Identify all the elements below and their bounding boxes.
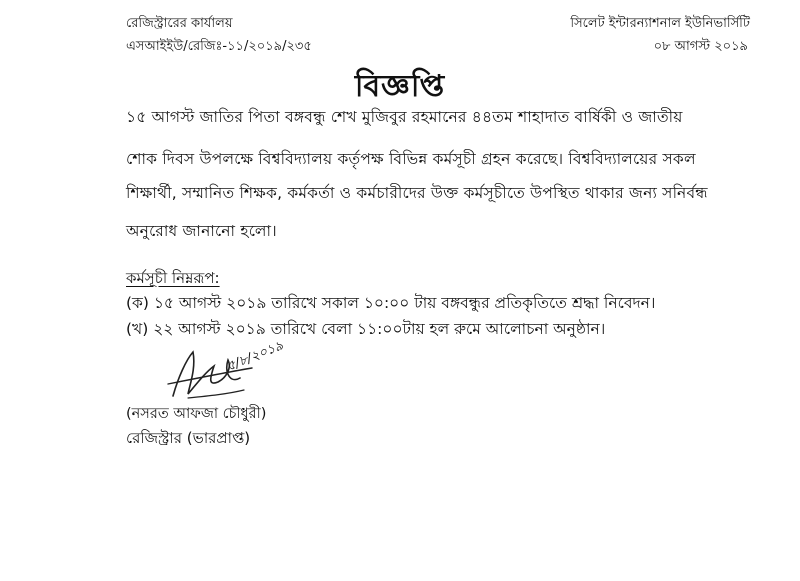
signatory-name: (নসরত আফজা চৌধুরী) [126,406,267,422]
program-item: (ক) ১৫ আগস্ট ২০১৯ তারিখে সকাল ১০:০০ টায় বঙ্গবন্ধুর প্রতিকৃতিতে শ্রদ্ধা নিবেদন। [126,294,656,312]
university-name: সিলেট ইন্টারন্যাশনাল ইউনিভার্সিটি [570,16,750,31]
body-line: শোক দিবস উপলক্ষে বিশ্ববিদ্যালয় কর্তৃপক্ষ বিভিন্ন কর্মসূচী গ্রহন করেছে। বিশ্ববিদ্যালয়ের সকল [126,150,696,168]
program-heading: কর্মসূচী নিম্নরূপ: [126,269,220,287]
signatory-designation: রেজিস্ট্রার (ভারপ্রাপ্ত) [126,429,251,447]
reference-number: এসআইইউ/রেজিঃ-১১/২০১৯/২৩৫ [126,39,312,54]
body-line: অনুরোধ জানানো হলো। [126,222,277,240]
program-item: (খ) ২২ আগস্ট ২০১৯ তারিখে বেলা ১১:০০টায় হল রুমে আলোচনা অনুষ্ঠান। [126,320,606,338]
signature-date: ৫/৮/২০১৯ [224,338,286,375]
body-line: শিক্ষার্থী, সম্মানিত শিক্ষক, কর্মকর্তা ও কর্মচারীদের উক্ত কর্মসূচীতে উপস্থিত থাকার জন্য সনির্বন্ধ [126,184,708,202]
notice-date: ০৮ আগস্ট ২০১৯ [653,39,748,54]
body-line: ১৫ আগস্ট জাতির পিতা বঙ্গবন্ধু শেখ মুজিবুর রহমানের ৪৪তম শাহাদাত বার্ষিকী ও জাতীয় [126,108,683,126]
notice-title: বিজ্ঞপ্তি [354,69,446,104]
office-name: রেজিস্ট্রারের কার্যালয় [126,16,233,31]
